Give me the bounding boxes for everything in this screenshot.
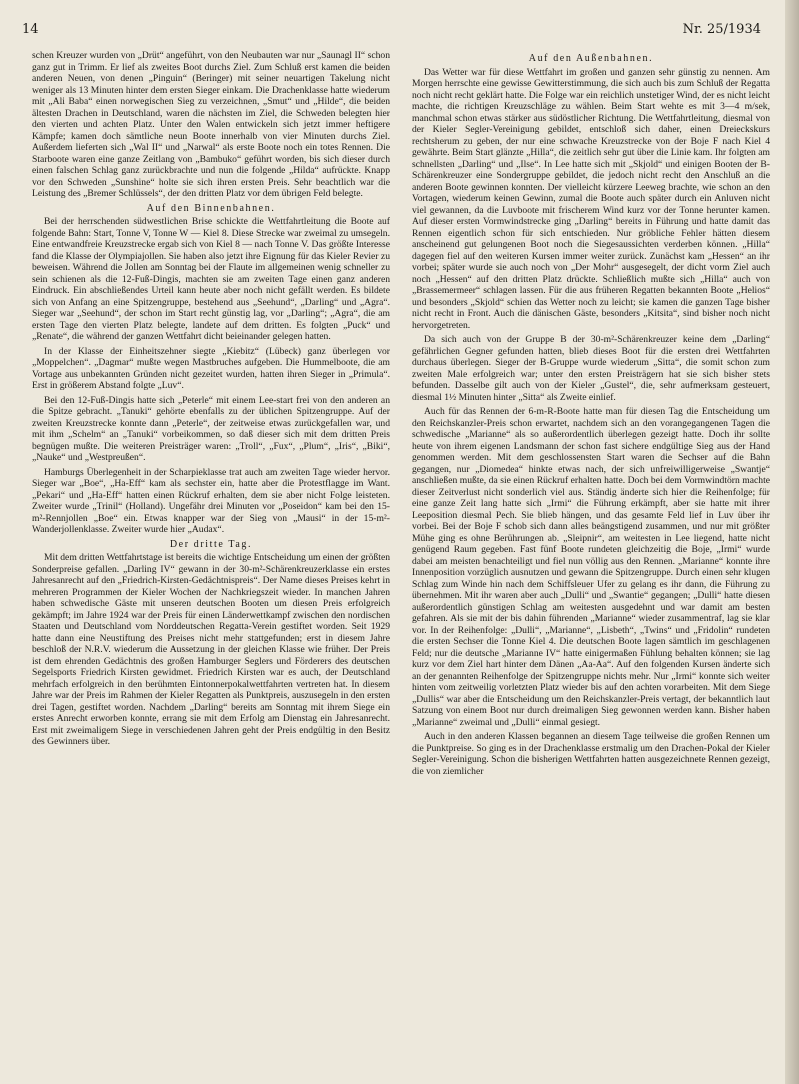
paragraph: Hamburgs Überlegenheit in der Scharpieklasse trat auch am zweiten Tage wieder hervor. Sieger war „Boe“, „Ha-Eff“ kam als sechster ein, hatte aber die Protestflagge im Want. „Pekari“ und „Ha-Eff“ hatten einen Rückruf erhalten, dem sie aber nicht Folge leisteten. Zweiter wurde „Trinil“ (Holland). Ungefähr drei Minuten vor „Poseidon“ kam bei den 15-m²-Rennjollen „Boe“ ein. Etwas knapper war der Sieg von „Mausi“ in der 15-m²-Wanderjollenklasse. Zweiter wurde hier „Audax“. (32, 466, 390, 535)
paragraph: Das Wetter war für diese Wettfahrt im großen und ganzen sehr günstig zu nennen. Am Morgen herrschte eine gewisse Gewitterstimmung, die sich auch bis zum Schluß der Regatta noch nicht recht geklärt hatte. Die Folge war ein reichlich unstetiger Wind, der es nicht leicht machte, die richtigen Kreuzschläge zu wählen. Beim Start wehte es mit 3—4 m/sek, manchmal schon etwas stärker aus südöstlicher Richtung. Die Wettfahrtleitung, diesmal von der Kieler Segler-Vereinigung gebildet, entschloß sich daher, einen Dreieckskurs rechtsherum zu geben, der nur eine schwache Kreuzstrecke von der Boje F nach Kiel 4 gewährte. Beim Start glänzte „Hilla“, die zeitlich sehr gut über die Linie kam. Ihr folgten am schnellsten „Darling“ und „Ilse“. In Lee hatte sich mit „Skjold“ und einigen Booten der B-Schärenkreuzer eine Sondergruppe gebildet, die jedoch nicht recht den Anschluß an die anderen Boote gewinnen konnten. Der vielleicht kürzere Leeweg brachte, wie schon an den Vortagen, wiederum keinen Gewinn, zumal die Boote auch später durch ein Anluven nicht viel gewannen, da die Luvboote mit frischerem Wind kurz vor der Tonne herunter kamen. Auf dieser ersten Vormwindstrecke ging „Darling“ bereits in Führung und hatte damit das Rennen eigentlich schon für sich entschieden. Nur gröbliche Fehler hätten diesem anscheinend gut gelungenen Boot noch die Siegesaussichten verderben können. „Hilla“ dagegen fiel auf den weiteren Kursen immer weiter zurück. Zunächst kam „Hessen“ an ihr vorbei; später wurde sie auch noch von „Der Mohr“ ausgesegelt, der dicht vorm Ziel auch noch „Hessen“ auf den dritten Platz drückte. Schließlich mußte sich „Hilla“ auch von „Brassemermeer“ schlagen lassen. Für die aus früheren Regatten bekannten Boote „Helios“ und besonders „Skjold“ schien das Wetter noch zu leicht; sie kamen die ganzen Tage bisher nicht recht in Front. Auch die dänischen Gäste, besonders „Kitsita“, sind bisher noch nicht hervorgetreten. (412, 66, 770, 331)
paragraph: In der Klasse der Einheitszehner siegte „Kiebitz“ (Lübeck) ganz überlegen vor „Moppelchen“. „Dagmar“ mußte wegen Mastbruches aufgeben. Die Hummelboote, die am Vortage aus unbekannten Gründen nicht gezeitet wurden, hatten ihren Sieger in „Primula“. Erst in größerem Abstand folgte „Luv“. (32, 345, 390, 391)
section-heading: Auf den Außenbahnen. (528, 53, 654, 64)
section-heading: Auf den Binnenbahnen. (146, 202, 276, 214)
paragraph: Bei den 12-Fuß-Dingis hatte sich „Peterle“ mit einem Lee-start frei von den anderen an die Spitze gebracht. „Tanuki“ gehörte ebenfalls zu der üblichen Spitzengruppe. Auf der zweiten Kreuzstrecke konnte dann „Peterle“, der zeitweise etwas zurückgefallen war, und mit ihm „Schelm“ an „Tanuki“ vorbeikommen, so daß dieser sich mit dem dritten Preis begnügen mußte. Die weiteren Preisträger waren: „Troll“, „Fux“, „Plum“, „Iris“, „Biki“, „Nauke“ und „Westpreußen“. (32, 394, 390, 463)
section-heading: Der dritte Tag. (169, 538, 253, 550)
right-text-column (412, 50, 770, 780)
paragraph: Da sich auch von der Gruppe B der 30-m²-Schärenkreuzer keine dem „Darling“ gefährlichen Gegner gefunden hatten, blieb dieses Boot für die ersten drei Wettfahrten durchaus überlegen. Sieger der B-Gruppe wurde wiederum „Sitta“, die somit schon zum zweiten Male erfolgreich war; unter den ersten Preisträgern hat sie sich bisher stets befunden. Dasselbe gilt auch von der Kieler „Gustel“, die, sehr aufmerksam gesteuert, diesmal 1½ Minuten hinter „Sitta“ als Zweite einlief. (412, 334, 770, 403)
issue-number: Nr. 25/1934 (682, 22, 761, 37)
paragraph: Bei der herrschenden südwestlichen Brise schickte die Wettfahrtleitung die Boote auf folgende Bahn: Start, Tonne V, Tonne W — Kiel 8. Diese Strecke war zweimal zu umsegeln. Eine entwandfreie Kreuzstrecke ergab sich von Kiel 8 — nach Tonne V. Das größte Interesse fand die Klasse der Olympiajollen. Sie haben also jetzt ihre Eignung für das Kieler Revier zu beweisen. Während die Jollen am Sonntag bei der Flaute im allgemeinen wenig schneller zu sein schienen als die 12-Fuß-Dingis, machten sie am zweiten Tage einen ganz anderen Eindruck. Ein abschließendes Urteil kann heute aber noch nicht gefällt werden. Es bildete sich von Anfang an eine Spitzengruppe, bestehend aus „Seehund“, „Darling“ und „Agra“. Sieger war „Seehund“, der schon im Start recht günstig lag, vor „Darling“; „Agra“, die am ersten Tage den vierten Platz belegte, landete auf dem dritten. Es folgten „Puck“ und „Renate“, die während der ganzen Wettfahrt dicht beieinander gelegen hatten. (32, 216, 390, 342)
paragraph: Auch in den anderen Klassen begannen an diesem Tage teilweise die großen Rennen um die Punktpreise. So ging es in der Drachenklasse erstmalig um den Drachen-Pokal der Kieler Segler-Vereinigung. Schon die bisherigen Wettfahrten hatten ausgezeichnete Rennen gezeigt, die von ziemlicher (412, 731, 770, 777)
page-number: 14 (22, 22, 39, 37)
page-binding-edge (785, 0, 799, 1084)
left-text-column (32, 50, 390, 751)
paragraph: Auch für das Rennen der 6-m-R-Boote hatte man für diesen Tag die Entscheidung um den Reichskanzler-Preis schon erwartet, nachdem sich an den vorangegangenen Tagen die schwedische „Marianne“ als so außerordentlich überlegen gezeigt hatte. Doch ihr sollte heute von ihrem eigenen Landsmann der schon fast sichere endgültige Sieg aus der Hand genommen werden. Mit dem geschlossensten Start waren die Sechser auf die Bahn gegangen, nur „Diomedea“ hinkte etwas nach, der sich unfreiwilligerweise „Swantje“ anschließen mußte, da sie einen Rückruf erhalten hatte. Doch bei dem Vormwindtörn machte dieser Zeitverlust nicht sonderlich viel aus. Ständig änderte sich hier die Reihenfolge; für eine ganze Zeit lang hatte sich „Irmi“ die Führung erkämpft, aber sie hatte mit ihrer Leeposition diesmal Pech. Sie blieb hängen, und das gesamte Feld lief in Luv über ihr vorbei. Bei der Boje F schob sich dann alles beängstigend zusammen, und nur mit größter Mühe ging es ohne Berührungen ab. „Sleipnir“, am weitesten in Lee liegend, hatte nicht genügend Raum gegeben. Fast fünf Boote rundeten gleichzeitig die Boje, „Irmi“ wurde dabei am meisten benachteiligt und fiel nun völlig aus den Rennen. „Marianne“ konnte ihre Innenposition vorzüglich ausnutzen und gewann die Spitzengruppe. Durch einen sehr klugen Schlag zum Winde hin nach dem Schiffsleuer Ufer zu gelang es ihr dann, die Führung zu übernehmen. Mit ihr waren aber auch „Dulli“ und „Swantie“ gegangen; „Dulli“ hatte diesen außerordentlich günstigen Schlag am weitesten ausgedehnt und war damit am besten gefahren. Als sie mit der bis dahin führenden „Marianne“ wieder zusammentraf, lag sie klar vor. In der Reihenfolge: „Dulli“, „Marianne“, „Lisbeth“, „Twins“ und „Fridolin“ rundeten die ersten Sechser die Tonne Kiel 4. Die deutschen Boote lagen sämtlich im geschlagenen Feld; nur die deutsche „Marianne IV“ hatte einigermaßen Fühlung behalten können; sie lag kurz vor dem Ziel hart hinter dem Dänen „Aa-Aa“. Auf den folgenden Kursen änderte sich an der genannten Reihenfolge der Spitzengruppe nichts mehr. Nur „Irmi“ konnte sich weiter hinten vom zeitweilig vorletzten Platz wieder bis auf den achten vorarbeiten. Mit dem Siege „Dullis“ war aber die Entscheidung um den Reichskanzler-Preis vertagt, der bekanntlich laut Satzung von einem Boot nur durch dreimaligen Sieg gewonnen werden kann. Bisher haben „Marianne“ zweimal und „Dulli“ einmal gesiegt. (412, 406, 770, 728)
paragraph: Mit dem dritten Wettfahrtstage ist bereits die wichtige Entscheidung um einen der größten Sonderpreise gefallen. „Darling IV“ gewann in der 30-m²-Schärenkreuzerklasse ein erstes Jahresanrecht auf den „Friedrich-Kirsten-Gedächtnispreis“. Der Name dieses Preises kehrt in mehreren Programmen der Kieler Wochen der Nachkriegszeit wieder. In manchen Jahren haben schwedische Gäste mit unseren deutschen Booten um diesen Preis erfolgreich gekämpft; im Jahre 1924 war der Preis für einen Länderwettkampf zwischen den nordischen Staaten und Deutschland vom Norddeutschen Regatta-Verein gestiftet worden. Seit 1929 hatte dann eine Neustiftung des Preises nicht mehr stattgefunden; erst in diesem Jahre beschloß der N.R.V. wiederum die Aussetzung in der gleichen Klasse wie früher. Der Preis ist dem ehrenden Gedächtnis des großen Hamburger Seglers und Förderers des deutschen Segelsports Friedrich Kirsten gewidmet. Friedrich Kirsten war es auch, der Deutschland mehrfach erfolgreich in den berühmten Eintonnerpokalwettfahrten vertreten hat. In diesem Jahre war der Preis im Rahmen der Kieler Regatten als Punktpreis, auszusegeln in den ersten drei Tagen, gestiftet worden. Nachdem „Darling“ bereits am Sonntag mit ihrem Siege ein erstes Anrecht erworben konnte, errang sie mit dem Erfolg am Dienstag ein Jahresanrecht. Erst mit zweimaligem Siege in verschiedenen Jahren geht der Preis endgültig in den Besitz des Gewinners über. (32, 552, 390, 747)
paragraph: schen Kreuzer wurden von „Drüt“ angeführt, von den Neubauten war nur „Saunagl II“ schon ganz gut in Trimm. Er lief als zweites Boot durchs Ziel. Zum Schluß erst kamen die beiden anderen Neuen, von denen „Pinguin“ (Beringer) mit seiner neuartigen Takelung nicht weniger als 13 Minuten hinter dem ersten Sieger einkam. Die Drachenklasse hatte wiederum mit „Ali Baba“ einen norwegischen Sieg zu verzeichnen, „Smut“ und „Hilde“, die beiden ältesten Drachen in Deutschland, waren die nächsten im Ziel, die Schweden belegten hier den vierten und achten Platz. Unter den Walen entwickeln sich jetzt immer heftigere Kämpfe; kamen doch sämtliche neun Boote innerhalb von vier Minuten durchs Ziel. Außerdem lieferten sich „Wal II“ und „Narwal“ als erste Boote noch ein totes Rennen. Die Starboote waren eine ganze Zeitlang von „Bambuko“ geführt worden, bis sich dieser durch einen falschen Schlag ganz zurückbrachte und nun die folgende „Hilda“ aufrückte. Knapp vor den Schweden „Sunshine“ holte sie sich ihren ersten Preis. Sehr beachtlich war die Leistung des „Bremer Schlüssels“, der den dritten Platz vor dem übrigen Feld belegte. (32, 50, 390, 199)
